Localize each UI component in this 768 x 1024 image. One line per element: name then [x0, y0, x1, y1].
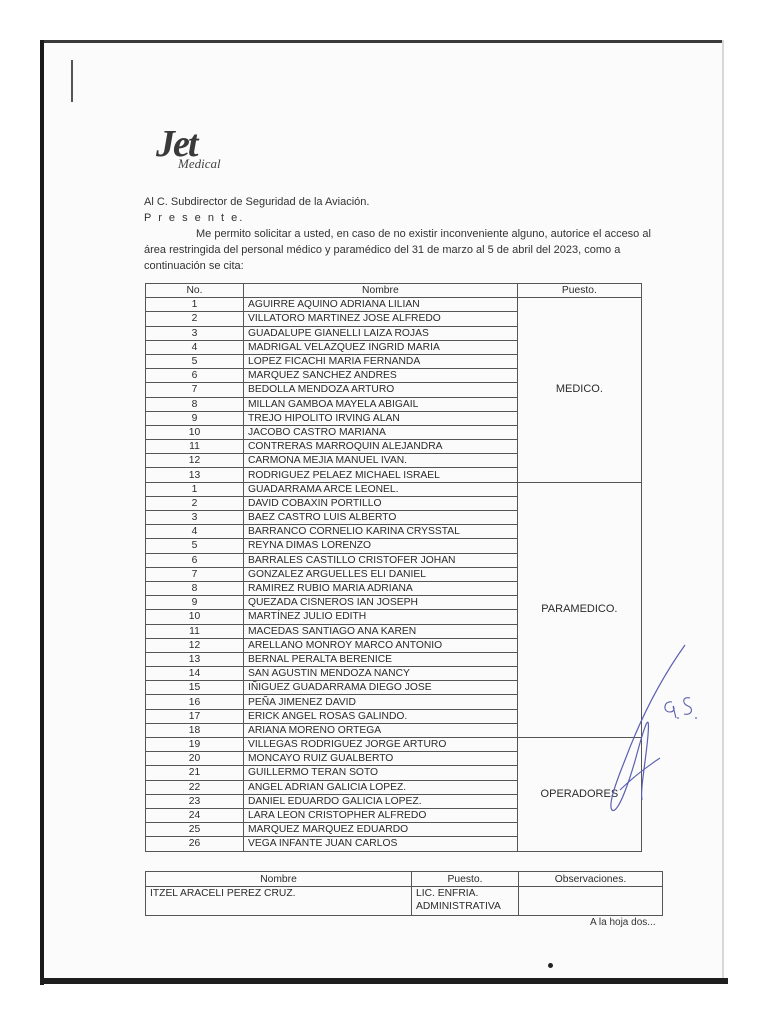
person-name: BARRALES CASTILLO CRISTOFER JOHAN: [243, 553, 517, 567]
row-number: 21: [146, 766, 244, 780]
row-number: 11: [146, 624, 244, 638]
scan-border-bottom: [40, 978, 728, 984]
row-number: 5: [146, 539, 244, 553]
personnel-table: [145, 283, 642, 852]
person-name: MILLAN GAMBOA MAYELA ABIGAIL: [243, 397, 517, 411]
row-number: 13: [146, 468, 244, 482]
row-number: 15: [146, 681, 244, 695]
row-number: 24: [146, 808, 244, 822]
person-name: RAMIREZ RUBIO MARIA ADRIANA: [243, 581, 517, 595]
row-number: 4: [146, 340, 244, 354]
row-number: 1: [146, 298, 244, 312]
person-name: PEÑA JIMENEZ DAVID: [243, 695, 517, 709]
row-number: 19: [146, 738, 244, 752]
row-number: 10: [146, 610, 244, 624]
person-name: LOPEZ FICACHI MARIA FERNANDA: [243, 354, 517, 368]
staff-header-row: [146, 872, 663, 887]
person-name: MARQUEZ SANCHEZ ANDRES: [243, 369, 517, 383]
staff-post: LIC. ENFRIA. ADMINISTRATIVA: [412, 887, 519, 916]
punch-mark: [71, 60, 73, 102]
row-number: 16: [146, 695, 244, 709]
continuation-note: A la hoja dos...: [590, 917, 656, 928]
row-number: 6: [146, 553, 244, 567]
staff-obs: [519, 887, 663, 916]
row-number: 1: [146, 482, 244, 496]
person-name: LARA LEON CRISTOPHER ALFREDO: [243, 808, 517, 822]
person-name: MARTÍNEZ JULIO EDITH: [243, 610, 517, 624]
row-number: 10: [146, 425, 244, 439]
person-name: MADRIGAL VELAZQUEZ INGRID MARIA: [243, 340, 517, 354]
header-no: No.: [146, 284, 244, 298]
person-name: GUILLERMO TERAN SOTO: [243, 766, 517, 780]
person-name: BERNAL PERALTA BERENICE: [243, 652, 517, 666]
row-number: 12: [146, 638, 244, 652]
person-name: VILLATORO MARTINEZ JOSE ALFREDO: [243, 312, 517, 326]
row-number: 9: [146, 596, 244, 610]
header-name: Nombre: [243, 284, 517, 298]
table-row: [146, 298, 642, 312]
person-name: DAVID COBAXIN PORTILLO: [243, 496, 517, 510]
staff-row: [146, 887, 663, 916]
row-number: 7: [146, 383, 244, 397]
staff-header-obs: Observaciones.: [519, 872, 663, 887]
table-header-row: [146, 284, 642, 298]
staff-header-post: Puesto.: [412, 872, 519, 887]
person-name: ARIANA MORENO ORTEGA: [243, 723, 517, 737]
person-name: REYNA DIMAS LORENZO: [243, 539, 517, 553]
person-name: ARELLANO MONROY MARCO ANTONIO: [243, 638, 517, 652]
position-cell: PARAMEDICO.: [517, 482, 641, 737]
presente: P r e s e n t e.: [144, 212, 245, 224]
staff-table: [145, 871, 663, 916]
staff-name: ITZEL ARACELI PEREZ CRUZ.: [146, 887, 412, 916]
person-name: QUEZADA CISNEROS IAN JOSEPH: [243, 596, 517, 610]
person-name: RODRIGUEZ PELAEZ MICHAEL ISRAEL: [243, 468, 517, 482]
row-number: 2: [146, 496, 244, 510]
row-number: 14: [146, 667, 244, 681]
letter-intro: [144, 194, 669, 274]
person-name: GONZALEZ ARGUELLES ELI DANIEL: [243, 567, 517, 581]
logo-word: Jet: [156, 123, 197, 165]
row-number: 18: [146, 723, 244, 737]
person-name: VILLEGAS RODRIGUEZ JORGE ARTURO: [243, 738, 517, 752]
person-name: BEDOLLA MENDOZA ARTURO: [243, 383, 517, 397]
position-cell: MEDICO.: [517, 298, 641, 482]
row-number: 4: [146, 525, 244, 539]
person-name: SAN AGUSTIN MENDOZA NANCY: [243, 667, 517, 681]
request-paragraph: Me permito solicitar a usted, en caso de no existir inconveniente alguno, autorice el acceso al área restringida del personal médico y paramédico del 31 de marzo al 5 de abril del 2023, como a continuación se cita:: [144, 228, 651, 272]
header-post: Puesto.: [517, 284, 641, 298]
row-number: 12: [146, 454, 244, 468]
person-name: VEGA INFANTE JUAN CARLOS: [243, 837, 517, 851]
row-number: 3: [146, 326, 244, 340]
row-number: 8: [146, 581, 244, 595]
position-cell: OPERADORES: [517, 738, 641, 852]
person-name: IÑIGUEZ GUADARRAMA DIEGO JOSE: [243, 681, 517, 695]
handwritten-signature: [600, 640, 700, 830]
logo-subtitle: Medical: [178, 156, 221, 171]
ink-dot: [548, 963, 553, 968]
person-name: JACOBO CASTRO MARIANA: [243, 425, 517, 439]
row-number: 5: [146, 354, 244, 368]
row-number: 22: [146, 780, 244, 794]
row-number: 3: [146, 511, 244, 525]
row-number: 25: [146, 823, 244, 837]
person-name: AGUIRRE AQUINO ADRIANA LILIAN: [243, 298, 517, 312]
scan-border-right: [722, 40, 724, 980]
person-name: ANGEL ADRIAN GALICIA LOPEZ.: [243, 780, 517, 794]
person-name: DANIEL EDUARDO GALICIA LOPEZ.: [243, 794, 517, 808]
row-number: 26: [146, 837, 244, 851]
row-number: 7: [146, 567, 244, 581]
staff-header-name: Nombre: [146, 872, 412, 887]
table-row: [146, 738, 642, 752]
row-number: 9: [146, 411, 244, 425]
row-number: 23: [146, 794, 244, 808]
person-name: ERICK ANGEL ROSAS GALINDO.: [243, 709, 517, 723]
person-name: GUADARRAMA ARCE LEONEL.: [243, 482, 517, 496]
row-number: 6: [146, 369, 244, 383]
table-row: [146, 482, 642, 496]
row-number: 8: [146, 397, 244, 411]
person-name: CARMONA MEJIA MANUEL IVAN.: [243, 454, 517, 468]
row-number: 17: [146, 709, 244, 723]
person-name: MONCAYO RUIZ GUALBERTO: [243, 752, 517, 766]
row-number: 2: [146, 312, 244, 326]
person-name: CONTRERAS MARROQUIN ALEJANDRA: [243, 440, 517, 454]
row-number: 13: [146, 652, 244, 666]
person-name: MARQUEZ MARQUEZ EDUARDO: [243, 823, 517, 837]
person-name: TREJO HIPOLITO IRVING ALAN: [243, 411, 517, 425]
addressee: Al C. Subdirector de Seguridad de la Aviación.: [144, 196, 370, 208]
person-name: MACEDAS SANTIAGO ANA KAREN: [243, 624, 517, 638]
row-number: 20: [146, 752, 244, 766]
row-number: 11: [146, 440, 244, 454]
person-name: BARRANCO CORNELIO KARINA CRYSSTAL: [243, 525, 517, 539]
jet-medical-logo: [156, 122, 236, 178]
person-name: BAEZ CASTRO LUIS ALBERTO: [243, 511, 517, 525]
person-name: GUADALUPE GIANELLI LAIZA ROJAS: [243, 326, 517, 340]
